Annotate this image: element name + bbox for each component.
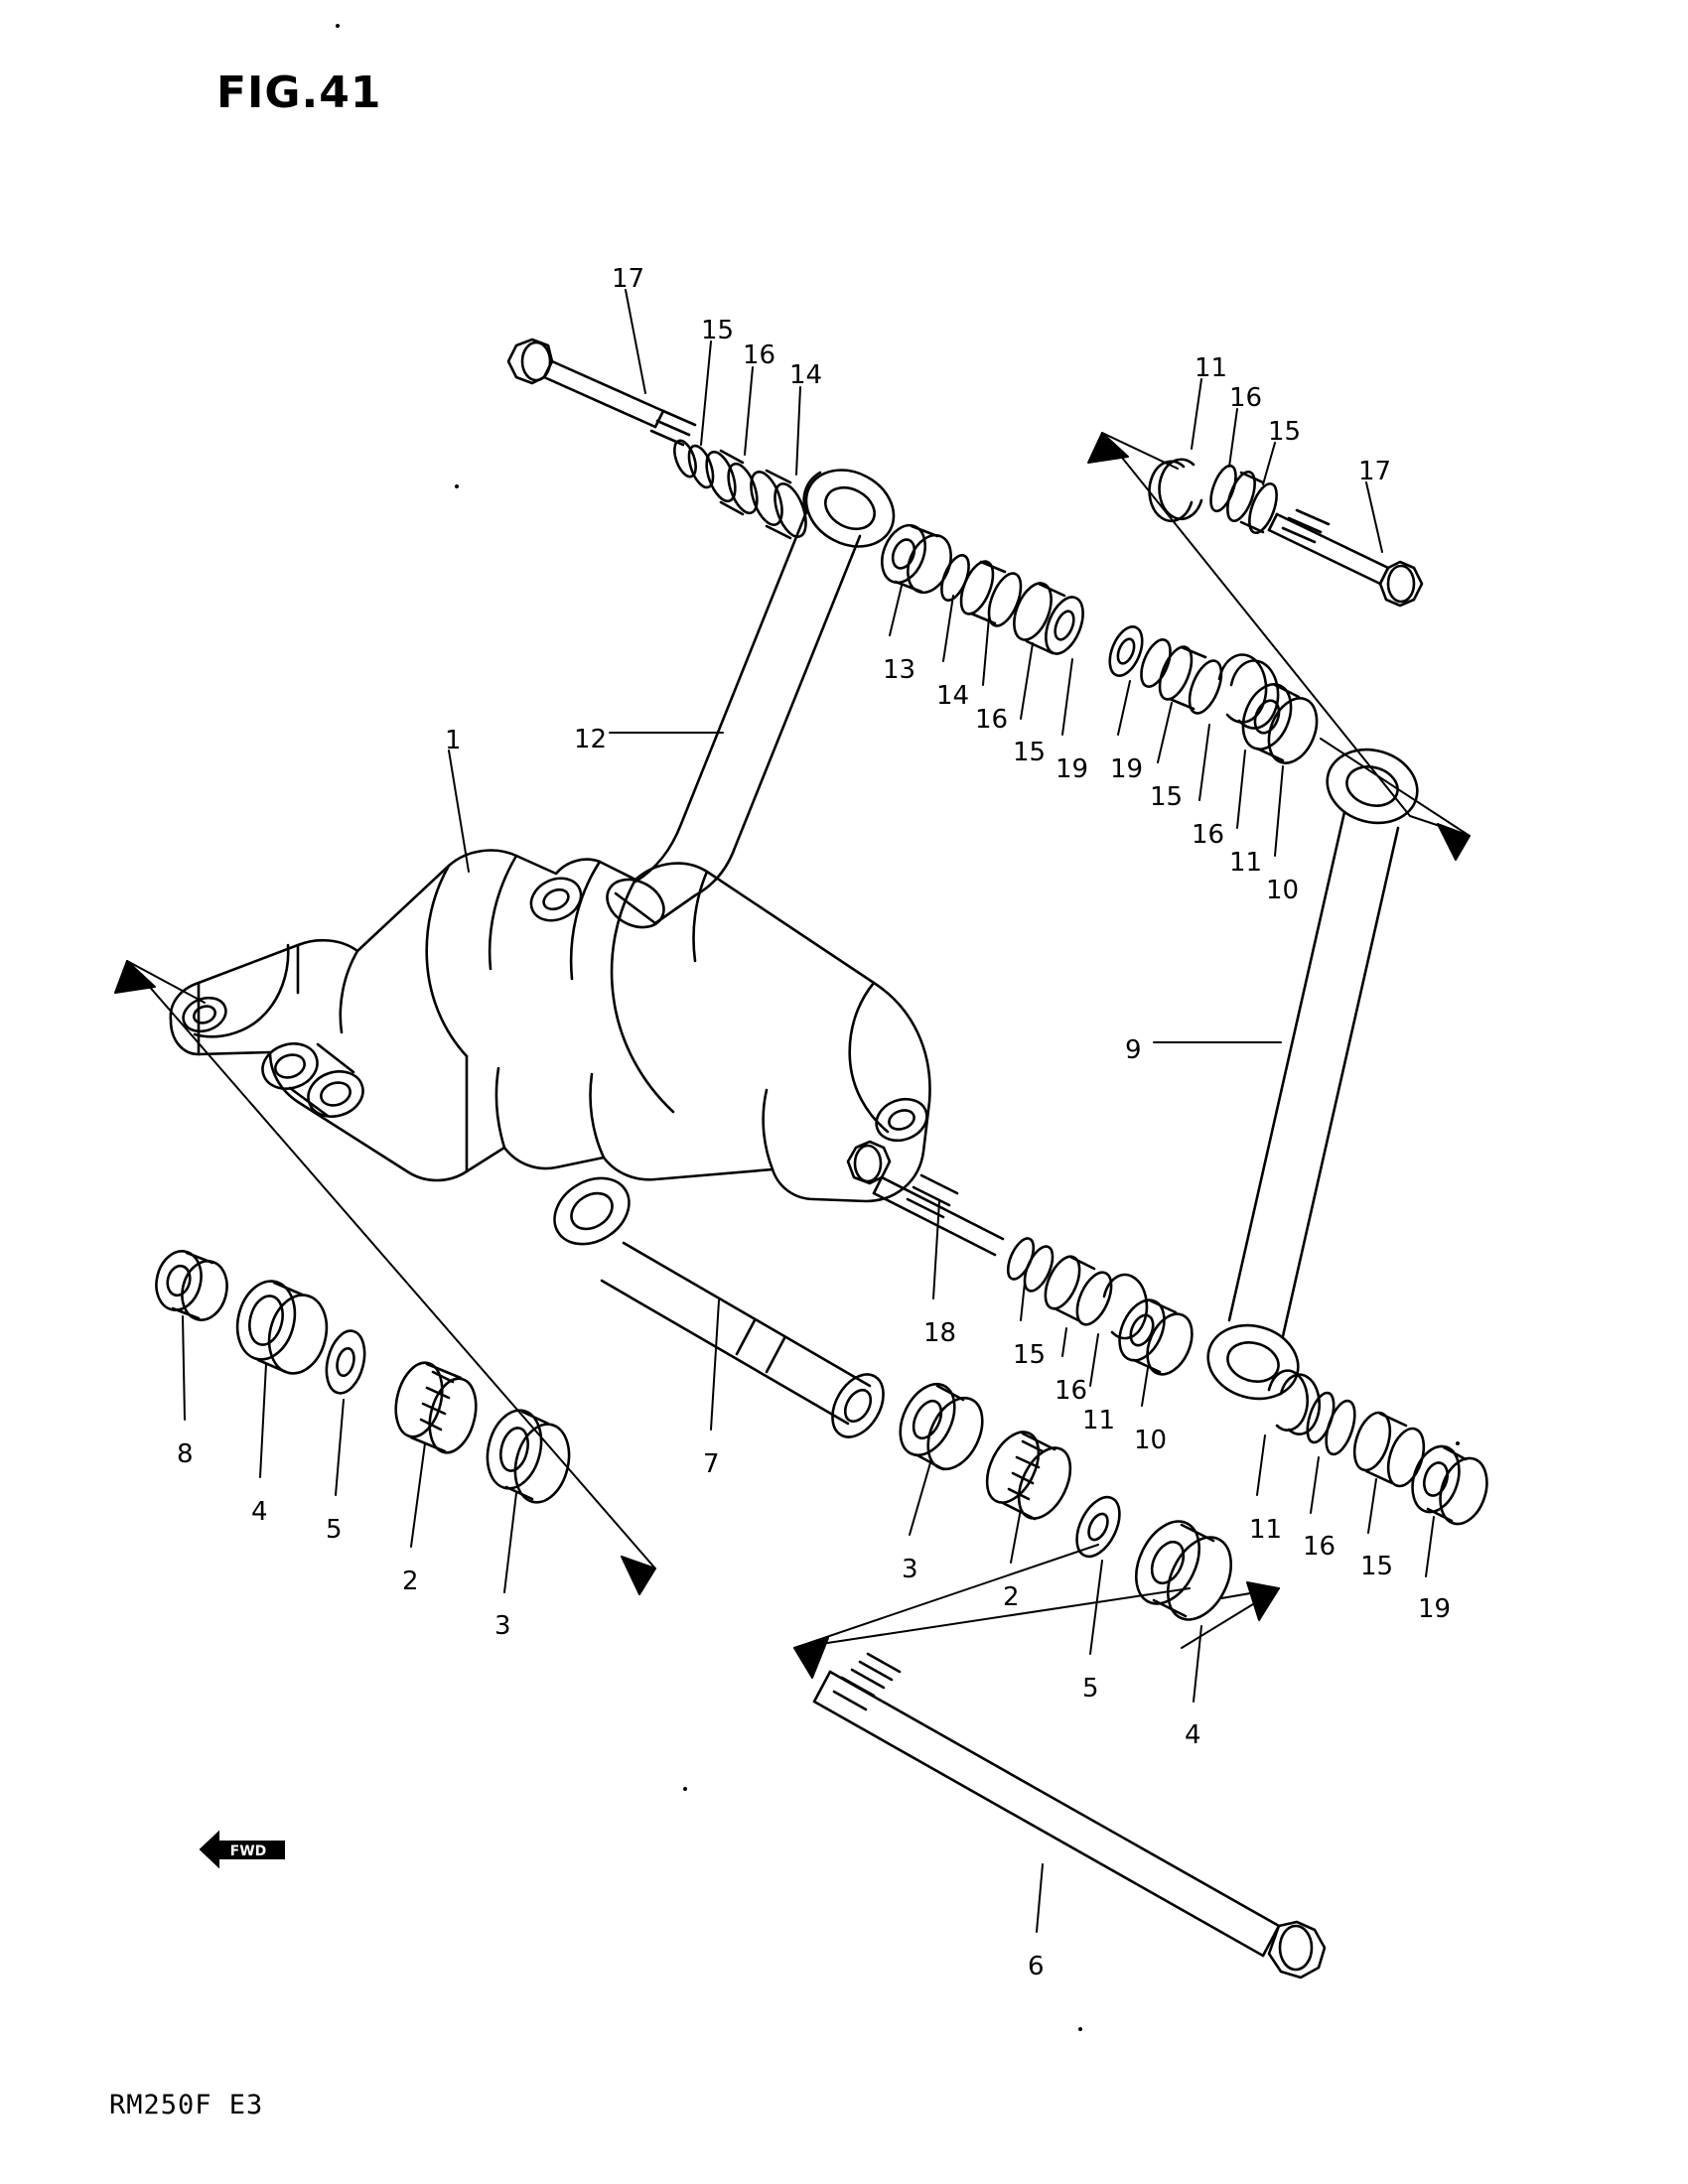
callout-number: 16 [1055,1376,1088,1406]
callout-number: 11 [1249,1515,1283,1545]
callout-number: 13 [883,655,916,685]
callout-number: 15 [1268,417,1302,447]
bushing-stack-top-right [1150,460,1283,536]
cushion-rod-upper [599,456,907,937]
bushing-stack-center [874,519,1326,770]
callout-number: 5 [1082,1674,1099,1704]
callout-number: 11 [1229,848,1263,878]
callout-number: 15 [701,316,735,345]
callout-number: 11 [1195,353,1228,383]
callout-number: 19 [1418,1594,1452,1624]
callout-number: 16 [975,705,1009,735]
callout-number: 7 [703,1449,720,1479]
callout-number: 4 [1185,1720,1201,1750]
callout-number: 3 [902,1555,918,1584]
bushing-stack-left-lower [150,1247,577,1509]
bushing-stack-right-lower [1269,1371,1494,1530]
cushion-lever-shaft [602,1243,894,1445]
callout-number: 4 [251,1497,268,1527]
scan-speckle [455,484,459,488]
callout-number: 15 [1360,1552,1394,1581]
callout-number: 11 [1082,1406,1116,1435]
page-title: FIG.41 [216,68,382,118]
callout-number: 10 [1134,1426,1168,1455]
callout-number: 16 [1303,1532,1336,1562]
callout-number: 17 [612,264,645,294]
bolt-18 [848,1142,1003,1255]
bushing-stack-top-left [670,438,812,541]
bolt-6-long [814,1654,1325,1981]
callout-number: 16 [1192,820,1225,850]
callout-number: 6 [1028,1952,1045,1981]
fwd-direction-marker [199,1827,288,1872]
cushion-lever-body [171,851,932,1258]
bolt-17-top [508,340,695,445]
callout-number: 18 [923,1318,957,1348]
callout-number: 14 [789,360,823,390]
callout-number: 3 [494,1611,511,1641]
scan-speckle [336,24,340,28]
callout-number: 9 [1125,1035,1142,1065]
callout-number: 12 [574,725,608,754]
callout-number: 15 [1150,782,1184,812]
callout-number: 16 [1229,383,1263,413]
callout-number: 14 [936,681,970,711]
callout-number: 5 [326,1515,343,1545]
callout-number: 19 [1110,754,1144,784]
callout-number: 2 [402,1567,419,1596]
callout-number: 16 [743,341,776,370]
scan-speckle [1078,2027,1082,2031]
cushion-rod-right [1199,740,1426,1410]
callout-number: 10 [1266,876,1300,905]
bolt-17-top-right [1269,510,1422,606]
callout-number: 8 [177,1439,194,1469]
fwd-label: FWD [229,1843,267,1859]
callout-number: 15 [1013,738,1047,767]
callout-number: 1 [445,726,462,755]
model-code-label: RM250F E3 [109,2090,264,2120]
callout-number: 19 [1055,754,1089,784]
callout-number: 15 [1013,1340,1047,1370]
callout-number: 2 [1003,1582,1020,1612]
scan-speckle [1456,1441,1460,1445]
scan-speckle [683,1787,687,1791]
callout-number: 17 [1358,457,1392,486]
bushing-stack-lower-middle [890,1375,1244,1629]
